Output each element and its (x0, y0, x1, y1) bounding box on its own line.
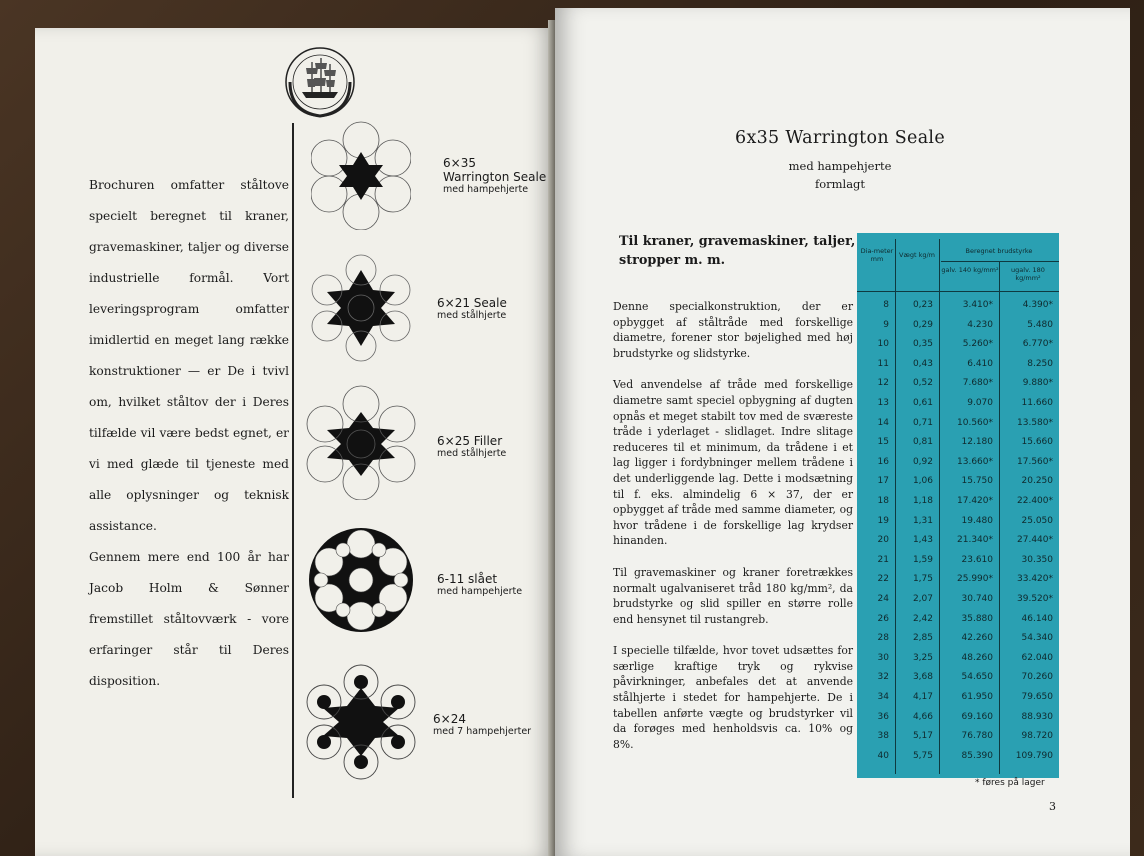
rope-6x24 (303, 662, 553, 782)
right-page (555, 8, 1130, 856)
table-row (857, 571, 1059, 589)
header-weight: Vægt kg/m (899, 251, 935, 259)
table-cell: 30 (877, 652, 889, 663)
table-cell: 2,42 (912, 613, 933, 624)
rope-label: 6-11 slået med hampehjerte (437, 572, 523, 597)
table-cell: 0,35 (912, 339, 933, 350)
table-cell: 1,75 (912, 574, 933, 585)
table-cell: 30.740 (961, 594, 993, 604)
table-row (857, 728, 1059, 746)
table-cell: 6.410 (967, 358, 993, 369)
table-cell: 46.140 (1021, 613, 1053, 624)
table-cell: 0,23 (912, 300, 933, 310)
table-cell: 15.660 (1021, 437, 1053, 448)
table-cell: 4,17 (912, 692, 933, 702)
table-cell: 3,25 (912, 652, 933, 663)
table-row (857, 669, 1059, 687)
table-row (857, 513, 1059, 531)
rope-cross-section-icon (311, 252, 411, 362)
table-cell: 62.040 (1021, 652, 1053, 663)
rope-6x35 (311, 120, 551, 235)
table-cell: 20.250 (1021, 476, 1053, 487)
rope-label: 6×35 Warrington Seale med hampehjerte (443, 156, 547, 195)
body-paragraph-2: Ved anvendelse af tråde med forskellige diametre samt speciel opbygning af dugten opnås et meget stabilt tov med de sværeste tråde i yderlaget - slidlaget. Indre slitage reduceres til et minimum, da trådene i et lag ligger i fordybninger mellem trådene i det underliggende lag. Dette i modsætning til f. eks. almindelig 6 × 37, der er opbygget af tråde med samme diameter, og hvor trådene i de forskellige lag krydser hinanden. (613, 378, 853, 548)
subheader-separator (941, 261, 1059, 262)
table-cell: 1,59 (912, 554, 933, 565)
table-cell: 32 (877, 672, 889, 683)
table-cell: 4.390* (1022, 300, 1053, 310)
table-row (857, 415, 1059, 433)
table-cell: 0,92 (912, 456, 933, 467)
table-cell: 76.780 (961, 731, 993, 742)
table-cell: 54.650 (961, 672, 993, 683)
table-cell: 70.260 (1021, 672, 1053, 683)
table-cell: 5,17 (912, 731, 933, 742)
rope-6-11-slaaet (305, 518, 545, 643)
table-cell: 15.750 (961, 476, 993, 487)
table-cell: 33.420* (1017, 574, 1053, 585)
table-row (857, 317, 1059, 335)
table-row (857, 591, 1059, 609)
table-cell: 1,06 (912, 476, 933, 487)
rope-6x25-filler (305, 384, 545, 504)
rope-cross-section-icon (305, 384, 417, 500)
table-cell: 12.180 (961, 437, 993, 448)
table-cell: 10.560* (957, 417, 993, 428)
table-row (857, 630, 1059, 648)
header-separator (857, 291, 1059, 292)
table-cell: 1,18 (912, 496, 933, 506)
body-paragraph-4: I specielle tilfælde, hvor tovet udsættes for særlige kraftige tryk og rykvise påvirkninger, anbefales det at anvende stålhjerte i stedet for hampehjerte. De i tabellen anførte vægte og brudstyrker vil da forøges med henholdsvis ca. 10% og 8%. (613, 644, 853, 751)
table-cell: 19 (877, 515, 889, 526)
header-ugalv: ugalv. 180 kg/mm² (1011, 266, 1045, 282)
table-cell: 8.250 (1027, 358, 1053, 369)
body-paragraph-1: Denne specialkonstruktion, der er opbygget af ståltråde med forskellige diametre, forener stor bøjelighed med høj brudstyrke og slidstyrke. (613, 300, 853, 360)
table-cell: 48.260 (961, 652, 993, 663)
table-cell: 24 (877, 594, 889, 604)
table-cell: 35.880 (961, 613, 993, 624)
table-row (857, 689, 1059, 707)
table-cell: 0,43 (912, 358, 933, 369)
body-paragraph-3: Til gravemaskiner og kraner foretrækkes normalt ugalvaniseret tråd 180 kg/mm², da brudstyrke og slid spiller en større rolle end hensynet til rustangreb. (613, 565, 853, 626)
table-cell: 1,31 (912, 515, 933, 526)
table-row (857, 395, 1059, 413)
table-cell: 15 (877, 437, 889, 448)
table-cell: 1,43 (912, 535, 933, 546)
table-cell: 25.990* (957, 574, 993, 585)
table-cell: 0,71 (912, 417, 933, 428)
page-title: 6x35 Warrington Seale (735, 128, 945, 148)
table-cell: 0,29 (912, 319, 933, 330)
rope-cross-section-icon (305, 518, 417, 640)
table-cell: 12 (877, 378, 889, 389)
table-cell: 22.400* (1017, 496, 1053, 506)
table-cell: 9.880* (1022, 378, 1053, 389)
table-row (857, 650, 1059, 668)
table-cell: 0,81 (912, 437, 933, 448)
specification-table (857, 233, 1059, 778)
table-cell: 69.160 (961, 711, 993, 722)
table-cell: 16 (877, 456, 889, 467)
table-cell: 40 (877, 750, 889, 761)
table-cell: 6.770* (1022, 339, 1053, 350)
table-cell: 25.050 (1021, 515, 1053, 526)
table-cell: 39.520* (1017, 594, 1053, 604)
table-cell: 34 (877, 692, 889, 702)
table-row (857, 552, 1059, 570)
table-cell: 79.650 (1021, 692, 1053, 702)
table-cell: 19.480 (961, 515, 993, 526)
table-cell: 3,68 (912, 672, 933, 683)
table-cell: 20 (877, 535, 889, 546)
table-cell: 22 (877, 574, 889, 585)
table-cell: 9.070 (967, 398, 993, 408)
table-row (857, 375, 1059, 393)
table-cell: 85.390 (961, 750, 993, 761)
table-row (857, 611, 1059, 629)
table-cell: 42.260 (961, 633, 993, 644)
header-diameter: Dia-meter mm (860, 247, 894, 263)
table-cell: 98.720 (1021, 731, 1053, 742)
page-number: 3 (1049, 800, 1056, 813)
table-cell: 4,66 (912, 711, 933, 722)
intro-paragraph-2: Gennem mere end 100 år har Jacob Holm & Sønner fremstillet ståltovværk - vore erfaringer står til Deres disposition. (89, 550, 289, 688)
rope-cross-section-icon (311, 120, 411, 230)
table-cell: 17.420* (957, 496, 993, 506)
table-cell: 3.410* (962, 300, 993, 310)
ship-seal-emblem (280, 42, 360, 122)
header-galv: galv. 140 kg/mm² (941, 266, 999, 274)
table-cell: 109.790 (1015, 750, 1053, 761)
table-cell: 5.260* (962, 339, 993, 350)
table-row (857, 297, 1059, 315)
rope-cross-section-icon (303, 662, 419, 780)
rope-label: 6×25 Filler med stålhjerte (437, 434, 507, 459)
table-cell: 38 (877, 731, 889, 742)
table-row (857, 356, 1059, 374)
rope-label: 6×21 Seale med stålhjerte (437, 296, 507, 321)
footnote: * føres på lager (975, 778, 1045, 788)
table-cell: 23.610 (961, 554, 993, 565)
page-subtitle: med hampehjerte formlagt (788, 159, 892, 191)
table-cell: 11 (877, 358, 889, 369)
table-row (857, 473, 1059, 491)
left-page (35, 28, 555, 856)
table-cell: 0,52 (912, 378, 933, 389)
table-cell: 4.230 (967, 319, 993, 330)
rope-6x21-seale (311, 252, 551, 367)
table-cell: 18 (877, 496, 889, 506)
table-cell: 2,07 (912, 594, 933, 604)
table-cell: 2,85 (912, 633, 933, 644)
table-cell: 21.340* (957, 535, 993, 546)
table-cell: 5.480 (1027, 319, 1053, 330)
table-cell: 54.340 (1021, 633, 1053, 644)
table-cell: 7.680* (962, 378, 993, 389)
rope-label: 6×24 med 7 hampehjerter (433, 712, 532, 737)
table-cell: 28 (877, 633, 889, 644)
table-row (857, 336, 1059, 354)
table-cell: 88.930 (1021, 711, 1053, 722)
table-cell: 10 (877, 339, 889, 350)
table-cell: 27.440* (1017, 535, 1053, 546)
table-cell: 0,61 (912, 398, 933, 408)
table-cell: 11.660 (1021, 398, 1053, 408)
table-cell: 36 (877, 711, 889, 722)
table-cell: 13.660* (957, 456, 993, 467)
table-cell: 17.560* (1017, 456, 1053, 467)
intro-text (89, 170, 289, 697)
table-cell: 30.350 (1021, 554, 1053, 565)
table-cell: 13 (877, 398, 889, 408)
body-text (613, 299, 853, 768)
table-cell: 14 (877, 417, 889, 428)
header-strength: Beregnet brudstyrke (965, 247, 1033, 255)
table-row (857, 748, 1059, 766)
table-cell: 17 (877, 476, 889, 487)
table-cell: 5,75 (912, 750, 933, 761)
table-cell: 61.950 (961, 692, 993, 702)
table-row (857, 454, 1059, 472)
table-cell: 26 (877, 613, 889, 624)
table-cell: 9 (883, 319, 889, 330)
lead-text: Til kraner, gravemaskiner, taljer, stropper m. m. (619, 234, 856, 268)
table-row (857, 434, 1059, 452)
vertical-divider (292, 123, 294, 798)
intro-paragraph-1: Brochuren omfatter ståltove specielt beregnet til kraner, gravemaskiner, taljer og diverse industrielle formål. Vort leveringsprogram omfatter imidlertid en meget lang række konstruktioner — er De i tvivl om, hvilket ståltov der i Deres tilfælde vil være bedst egnet, er vi med glæde til tjeneste med alle oplysninger og teknisk assistance. (89, 178, 289, 533)
table-row (857, 709, 1059, 727)
table-cell: 21 (877, 554, 889, 565)
table-cell: 8 (883, 300, 889, 310)
table-row (857, 493, 1059, 511)
table-cell: 13.580* (1017, 417, 1053, 428)
table-row (857, 532, 1059, 550)
